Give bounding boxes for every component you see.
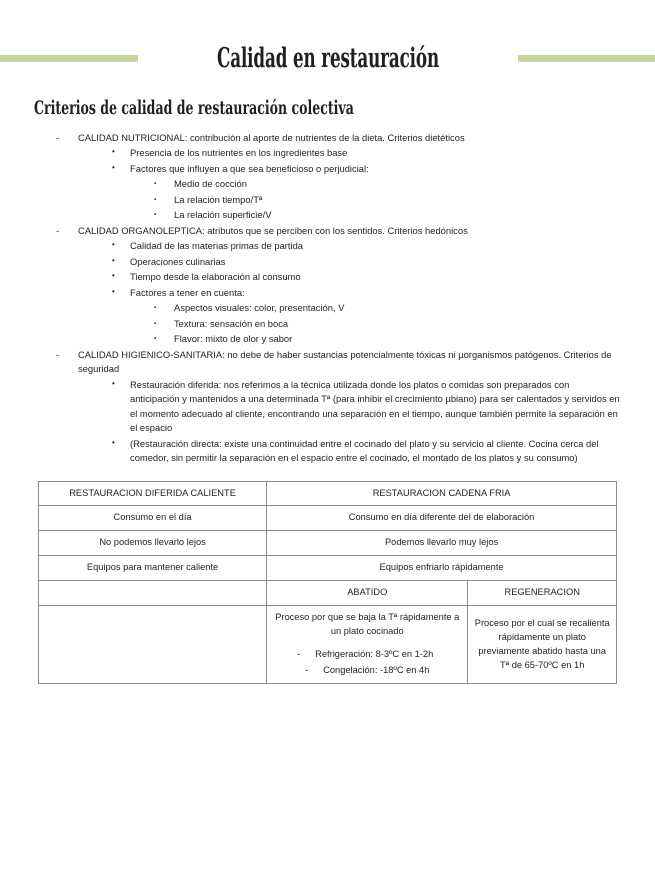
table-cell-consumo-left: Consumo en el día xyxy=(39,506,267,531)
table-header-cell-diferida: RESTAURACION DIFERIDA CALIENTE xyxy=(39,481,267,506)
list-item-text: Calidad de las materias primas de partida xyxy=(130,240,304,252)
square-bullet-icon: ▪ xyxy=(154,319,157,327)
list-item-text: Factores a tener en cuenta: xyxy=(130,286,245,298)
list-item xyxy=(34,131,621,145)
comparison-table xyxy=(38,481,617,684)
table-cell-consumo-right: Consumo en día diferente del de elaboración xyxy=(267,506,617,531)
square-bullet-icon: ▪ xyxy=(154,304,157,312)
table-row xyxy=(39,581,617,606)
header-rule-right xyxy=(518,55,655,62)
list-item-text: Restauración diferida: nos referimos a la técnica utilizada donde los platos o comidas son preparados con anticipación y mantenidos a una determinada Tª (para inhibir el crecimiento µbiano) para ser calentados y servidos en el momento adecuado al cliente, encontrando una separación en el tiempo, aunque también permite la separación en el espacio xyxy=(130,378,620,434)
abatido-item xyxy=(273,664,461,678)
dash-bullet-icon: - xyxy=(305,665,309,676)
list-item xyxy=(34,348,621,377)
round-bullet-icon: • xyxy=(112,162,115,172)
abatido-intro-text: Proceso por que se baja la Tª rápidamente a un plato cocinado xyxy=(275,612,460,637)
list-item-text: Presencia de los nutrientes en los ingredientes base xyxy=(130,147,348,159)
round-bullet-icon: • xyxy=(112,437,115,447)
table-row xyxy=(39,556,617,581)
list-item xyxy=(34,332,621,346)
round-bullet-icon: • xyxy=(112,255,115,265)
round-bullet-icon: • xyxy=(112,240,115,250)
square-bullet-icon: ▪ xyxy=(154,195,157,203)
comparison-table-wrapper xyxy=(38,481,655,684)
list-item-text: La relación tiempo/Tª xyxy=(174,193,263,205)
list-item-text: Factores que influyen a que sea beneficioso o perjudicial: xyxy=(130,162,369,174)
page-title: Calidad en restauración xyxy=(216,42,439,74)
dash-bullet-icon: - xyxy=(56,131,60,143)
dash-bullet-icon: - xyxy=(56,224,60,236)
list-item-text: CALIDAD NUTRICIONAL: contribución al aporte de nutrientes de la dieta. Criterios dietéticos xyxy=(78,131,465,143)
square-bullet-icon: ▪ xyxy=(154,180,157,188)
list-item-text: CALIDAD HIGIENICO-SANITARIA: no debe de haber sustancias potencialmente tóxicas ni µorganismos patógenos. Criterios de seguridad xyxy=(78,348,612,375)
list-item xyxy=(34,177,621,191)
list-item xyxy=(34,224,621,238)
list-item xyxy=(34,286,621,300)
table-subheader-abatido: ABATIDO xyxy=(267,581,468,606)
dash-bullet-icon: - xyxy=(56,348,60,360)
table-cell-transporte-right: Podemos llevarlo muy lejos xyxy=(267,531,617,556)
list-item-text: CALIDAD ORGANOLEPTICA: atributos que se perciben con los sentidos. Criterios hedónicos xyxy=(78,224,468,236)
list-item-text: Aspectos visuales: color, presentación, V xyxy=(174,302,345,314)
list-item xyxy=(34,193,621,207)
list-item xyxy=(34,208,621,222)
table-cell-transporte-left: No podemos llevarlo lejos xyxy=(39,531,267,556)
list-item-text: Tiempo desde la elaboración al consumo xyxy=(130,271,301,283)
document-header xyxy=(0,34,655,82)
table-cell-empty xyxy=(39,606,267,684)
table-row xyxy=(39,606,617,684)
abatido-item-text: Congelación: -18ºC en 4h xyxy=(323,665,430,676)
table-row xyxy=(39,481,617,506)
list-item-text: Medio de cocción xyxy=(174,178,247,190)
list-item xyxy=(34,146,621,160)
list-item-text: Textura: sensación en boca xyxy=(174,317,289,329)
table-cell-abatido-body xyxy=(267,606,468,684)
square-bullet-icon: ▪ xyxy=(154,211,157,219)
header-rule-left xyxy=(0,55,138,62)
abatido-item xyxy=(273,648,461,662)
list-item xyxy=(34,378,621,436)
list-item xyxy=(34,162,621,176)
round-bullet-icon: • xyxy=(112,378,115,388)
list-item xyxy=(34,317,621,331)
list-item xyxy=(34,239,621,253)
square-bullet-icon: ▪ xyxy=(154,335,157,343)
abatido-item-text: Refrigeración: 8-3ºC en 1-2h xyxy=(315,649,434,660)
list-item xyxy=(34,255,621,269)
list-item xyxy=(34,437,621,466)
section-title: Criterios de calidad de restauración colectiva xyxy=(34,97,354,119)
table-row xyxy=(39,506,617,531)
round-bullet-icon: • xyxy=(112,286,115,296)
table-header-cell-cadena-fria: RESTAURACION CADENA FRIA xyxy=(267,481,617,506)
table-cell-regeneracion-body: Proceso por el cual se recalienta rápidamente un plato previamente abatido hasta una Tª de 65-70ºC en 1h xyxy=(468,606,617,684)
list-item xyxy=(34,301,621,315)
list-item-text: (Restauración directa: existe una continuidad entre el cocinado del plato y su servicio al cliente. Cocina cerca del comedor, sin permitir la separación en el espacio entre el cocinado, el montado de los platos y su consumo) xyxy=(130,437,599,464)
spacer xyxy=(273,639,461,646)
list-item-text: Operaciones culinarias xyxy=(130,255,226,267)
list-item-text: Flavor: mixto de olor y sabor xyxy=(174,333,293,345)
round-bullet-icon: • xyxy=(112,147,115,157)
table-subheader-regeneracion: REGENERACION xyxy=(468,581,617,606)
list-item-text: La relación superficie/V xyxy=(174,209,272,221)
table-cell-empty xyxy=(39,581,267,606)
dash-bullet-icon: - xyxy=(297,649,301,660)
outline-list xyxy=(34,131,621,466)
round-bullet-icon: • xyxy=(112,271,115,281)
table-row xyxy=(39,531,617,556)
list-item xyxy=(34,270,621,284)
document-page xyxy=(0,34,655,882)
table-cell-equipos-left: Equipos para mantener caliente xyxy=(39,556,267,581)
table-cell-equipos-right: Equipos enfriarlo rápidamente xyxy=(267,556,617,581)
